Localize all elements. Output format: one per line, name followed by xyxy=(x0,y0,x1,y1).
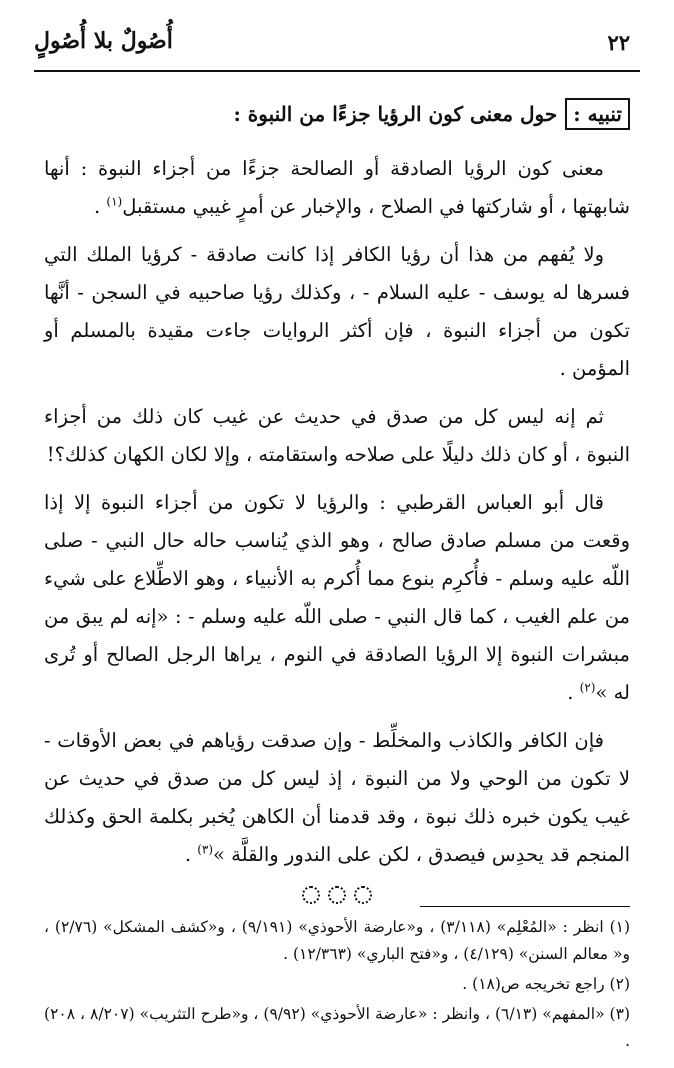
paragraph-tail: . xyxy=(567,681,580,704)
page-header xyxy=(34,22,640,62)
section-heading xyxy=(44,98,630,130)
header-rule xyxy=(34,70,640,72)
footnote: (١) انظر : «المُعْلِم» (٣/١١٨) ، و«عارضة الأحوذي» (٩/١٩١) ، و«كشف المشكل» (٢/٧٦) ، و« معالم السنن» (٤/١٢٩) ، و«فتح الباري» (١٢/٣٦٣) . xyxy=(44,918,631,963)
paragraph xyxy=(44,398,630,474)
paragraph-text: فإن الكافر والكاذب والمخلِّط - وإن صدقت رؤياهم في بعض الأوقات - لا تكون من الوحي ولا من النبوة ، إذ ليس كل من صدق في حديث عن غيب يكون خبره ذلك نبوة ، وقد قدمنا أن الكاهن يُخبر بكلمة الحق وكذلك المنجم قد يحدِس فيصدق ، لكن على الندور والقلَّة » xyxy=(44,729,630,866)
page-number: ٢٢ xyxy=(607,30,630,55)
paragraph xyxy=(44,484,630,712)
body-text xyxy=(44,150,630,914)
paragraph-tail: . xyxy=(184,843,198,866)
footnote: (٢) راجع تخريجه ص(١٨) . xyxy=(462,975,630,993)
ornament-icon xyxy=(302,886,320,904)
footnote: (٣) «المفهم» (٦/١٣) ، وانظر : «عارضة الأحوذي» (٩/٩٢) ، و«طرح التثريب» (٨/٢٠٧ ، ٢٠٨) . xyxy=(44,1005,630,1050)
paragraph-tail: . xyxy=(93,195,107,218)
footnote-ref: (١) xyxy=(106,194,123,209)
running-title: أُصُولٌ بلا أُصُولٍ xyxy=(34,28,173,54)
footnote-ref: (٢) xyxy=(579,680,596,695)
ornament-icon xyxy=(328,886,346,904)
footnote-rule xyxy=(420,906,630,907)
footnote-ref: (٣) xyxy=(197,842,214,857)
paragraph-text: ثم إنه ليس كل من صدق في حديث عن غيب كان ذلك من أجزاء النبوة ، أو كان ذلك دليلًا على صلاحه واستقامته ، وإلا لكان الكهان كذلك؟! xyxy=(44,405,630,466)
heading-label-box: تنبيه : xyxy=(565,98,630,130)
ornament-icon xyxy=(354,886,372,904)
paragraph xyxy=(44,150,630,226)
footnotes xyxy=(44,914,630,1058)
paragraph xyxy=(44,236,630,388)
heading-title: حول معنى كون الرؤيا جزءًا من النبوة : xyxy=(233,102,558,126)
paragraph-text: ولا يُفهم من هذا أن رؤيا الكافر إذا كانت صادقة - كرؤيا الملك التي فسرها له يوسف - عليه السلام - ، وكذلك رؤيا صاحبيه في السجن - أنَّها تكون من أجزاء النبوة ، فإن أكثر الروايات جاءت مقيدة بالمسلم أو المؤمن . xyxy=(44,243,630,380)
paragraph-text: قال أبو العباس القرطبي : والرؤيا لا تكون من أجزاء النبوة إلا إذا وقعت من مسلم صادق صالح ، وهو الذي يُناسب حاله حال النبي - صلى اللّه عليه وسلم - فأُكرِم بنوع مما أُكرم به الأنبياء ، وهو الاطِّلاع على شيء من علم الغيب ، كما قال النبي - صلى اللّه عليه وسلم - : «إنه لم يبق من مبشرات النبوة إلا الرؤيا الصادقة في النوم ، يراها الرجل الصالح أو تُرى له » xyxy=(44,491,630,704)
paragraph xyxy=(44,722,630,874)
paragraph-text: معنى كون الرؤيا الصادقة أو الصالحة جزءًا من أجزاء النبوة : أنها شابهتها ، أو شاركتها في الصلاح ، والإخبار عن أمرٍ غيبي مستقبل xyxy=(44,157,630,218)
section-separator xyxy=(44,884,630,914)
